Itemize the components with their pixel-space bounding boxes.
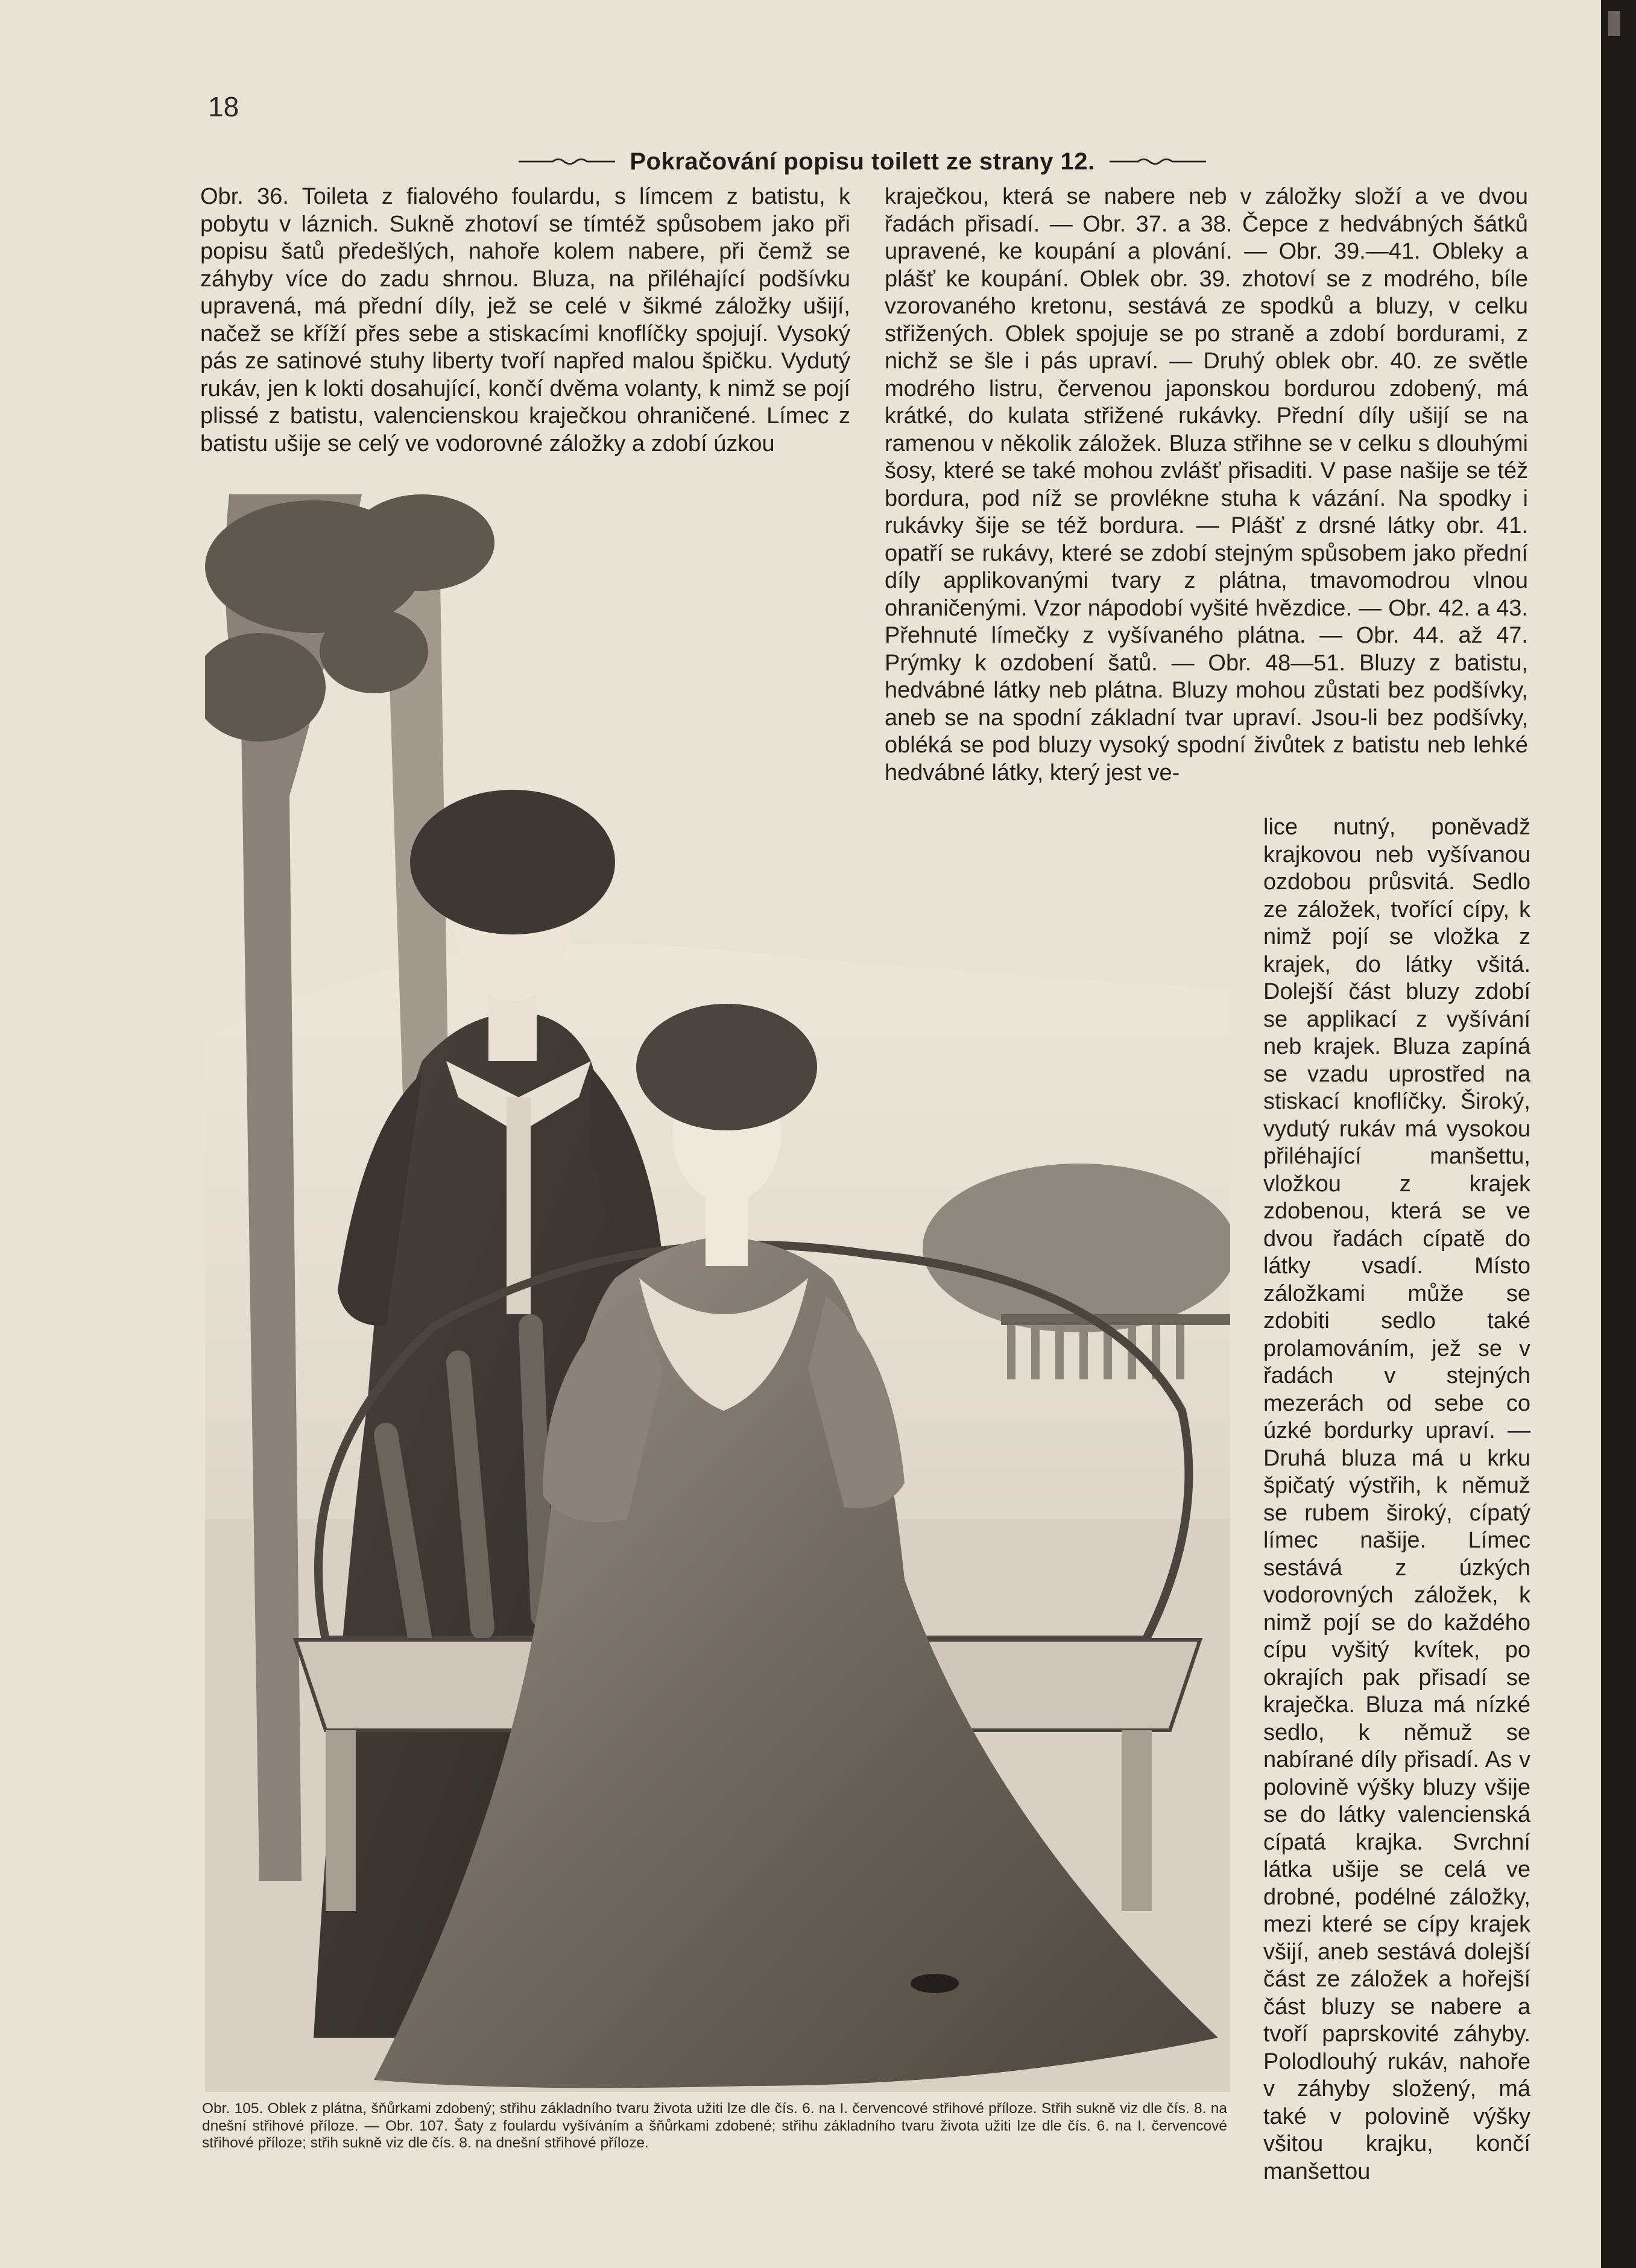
scan-edge-mark xyxy=(1608,11,1620,36)
engraving-two-women-on-bench-icon xyxy=(205,494,1230,2092)
page-number: 18 xyxy=(208,91,239,122)
scan-edge xyxy=(1601,0,1636,2268)
col2-bottom-paragraph: lice nutný, poněvadž krajkovou neb vyšívanou ozdobou průsvitá. Sedlo ze záložek, tvořící cípy, k nimž pojí se vložka z krajek, do látky všitá. Dolejší část bluzy zdobí se applikací z vyšívání neb krajek. Bluza zapíná se vzadu uprostřed na stiskací knoflíčky. Široký, vydutý rukáv má vysokou přiléhající manšettu, vložkou z krajek zdobenou, která se ve dvou řadách cípatě do látky vsadí. Místo záložkami může se zdobiti sedlo také prolamováním, jež se v řadách v stejných mezerách od sebe co úzké bordurky upraví. — Druhá bluza má u krku špičatý výstřih, k němuž se rubem široký, cípatý límec našije. Límec sestává z úzkých vodorovných záložek, k nimž pojí se do každého cípu vyšitý kvítek, po okrajích pak přisadí se kraječka. Bluza má nízké sedlo, k němuž se nabírané díly přisadí. As v polovině výšky bluzy všije se do látky valencienská cípatá krajka. Svrchní látka ušije se celá ve drobné, podélné záložky, mezi které se cípy krajek všijí, aneb sestává dolejší část ze záložek a hořejší část bluzy se nabere a tvoří paprskovité záhyby. Polodlouhý rukáv, nahoře v záhyby složený, má také v polovině výšky všitou krajku, končí manšettou xyxy=(1263,814,1530,2184)
col1-paragraph: Obr. 36. Toileta z fialového foulardu, s límcem z batistu, k pobytu v láznich. Sukně zhotoví se tímtéž spůsobem jako při popisu šatů předešlých, nahoře kolem nabere, při čemž se záhyby více do zadu shrnou. Bluza, na přiléhající podšívku upravená, má přední díly, jež se celé v šikmé záložky ušijí, načež se kříží přes sebe a stiskacími knoflíčky spojují. Vysoký pás ze satinové stuhy liberty tvoří napřed malou špičku. Vydutý rukáv, jen k lokti dosahující, končí dvěma volanty, k nimž se pojí plissé z batistu, valencienskou kraječkou ohraničené. Límec z batistu ušije se celý ve vodorovné záložky a zdobí úzkou xyxy=(200,184,850,456)
running-header xyxy=(519,145,1206,178)
column-right-narrow-text xyxy=(1263,814,1530,2185)
header-ornament-right-icon xyxy=(1110,156,1206,168)
header-title: Pokračování popisu toilett ze strany 12. xyxy=(630,148,1095,175)
column-left-text xyxy=(200,183,850,458)
figure-caption: Obr. 105. Oblek z plátna, šňůrkami zdobený; střihu základního tvaru života užiti lze dle čís. 6. na I. červencové střihové příloze. Střih sukně viz dle čís. 8. na dnešní střihové příloze. — Obr. 107. Šaty z foulardu vyšíváním a šňůrkami zdobené; střihu základního tvaru života užiti lze dle čís. 6. na I. červencové střihové příloze; střih sukně viz dle čís. 8. na dnešní střihové příloze. xyxy=(202,2100,1227,2151)
col2-top-paragraph: kraječkou, která se nabere neb v záložky složí a ve dvou řadách přisadí. — Obr. 37. a 38. Čepce z hedvábných šátků upravené, ke koupání a plování. — Obr. 39.—41. Obleky a plášť ke koupání. Oblek obr. 39. zhotoví se z modrého, bíle vzorovaného kretonu, sestává ze spodků a bluzy, v celku střižených. Oblek spojuje se po straně a zdobí bordurami, z nichž se šle i pás upraví. — Druhý oblek obr. 40. ze světle modrého listru, červenou japonskou bordurou zdobený, má krátké, do kulata střižené rukávky. Přední díly ušijí se na ramenou v několik záložek. Bluza střihne se v celku s dlouhými šosy, které se také mohou zvlášť přisaditi. V pase našije se též bordura, pod níž se provlékne stuha k vázání. Na spodky i rukávky šije se též bordura. — Plášť z drsné látky obr. 41. opatří se rukávy, které se zdobí stejným spůsobem jako přední díly applikovanými tvary z plátna, tmavomodrou vlnou ohraničenými. Vzor nápodobí vyšité hvězdice. — Obr. 42. a 43. Přehnuté límečky z vyšívaného plátna. — Obr. 44. až 47. Prýmky k ozdobení šatů. — Obr. 48—51. Bluzy z batistu, hedvábné látky neb plátna. Bluzy mohou zůstati bez podšívky, aneb se na spodní základní tvar upraví. Jsou-li bez podšívky, obléká se pod bluzy vysoký spodní živůtek z batistu neb lehké hedvábné látky, který jest ve- xyxy=(885,184,1528,786)
fashion-illustration xyxy=(205,494,1230,2092)
header-ornament-left-icon xyxy=(519,156,615,168)
